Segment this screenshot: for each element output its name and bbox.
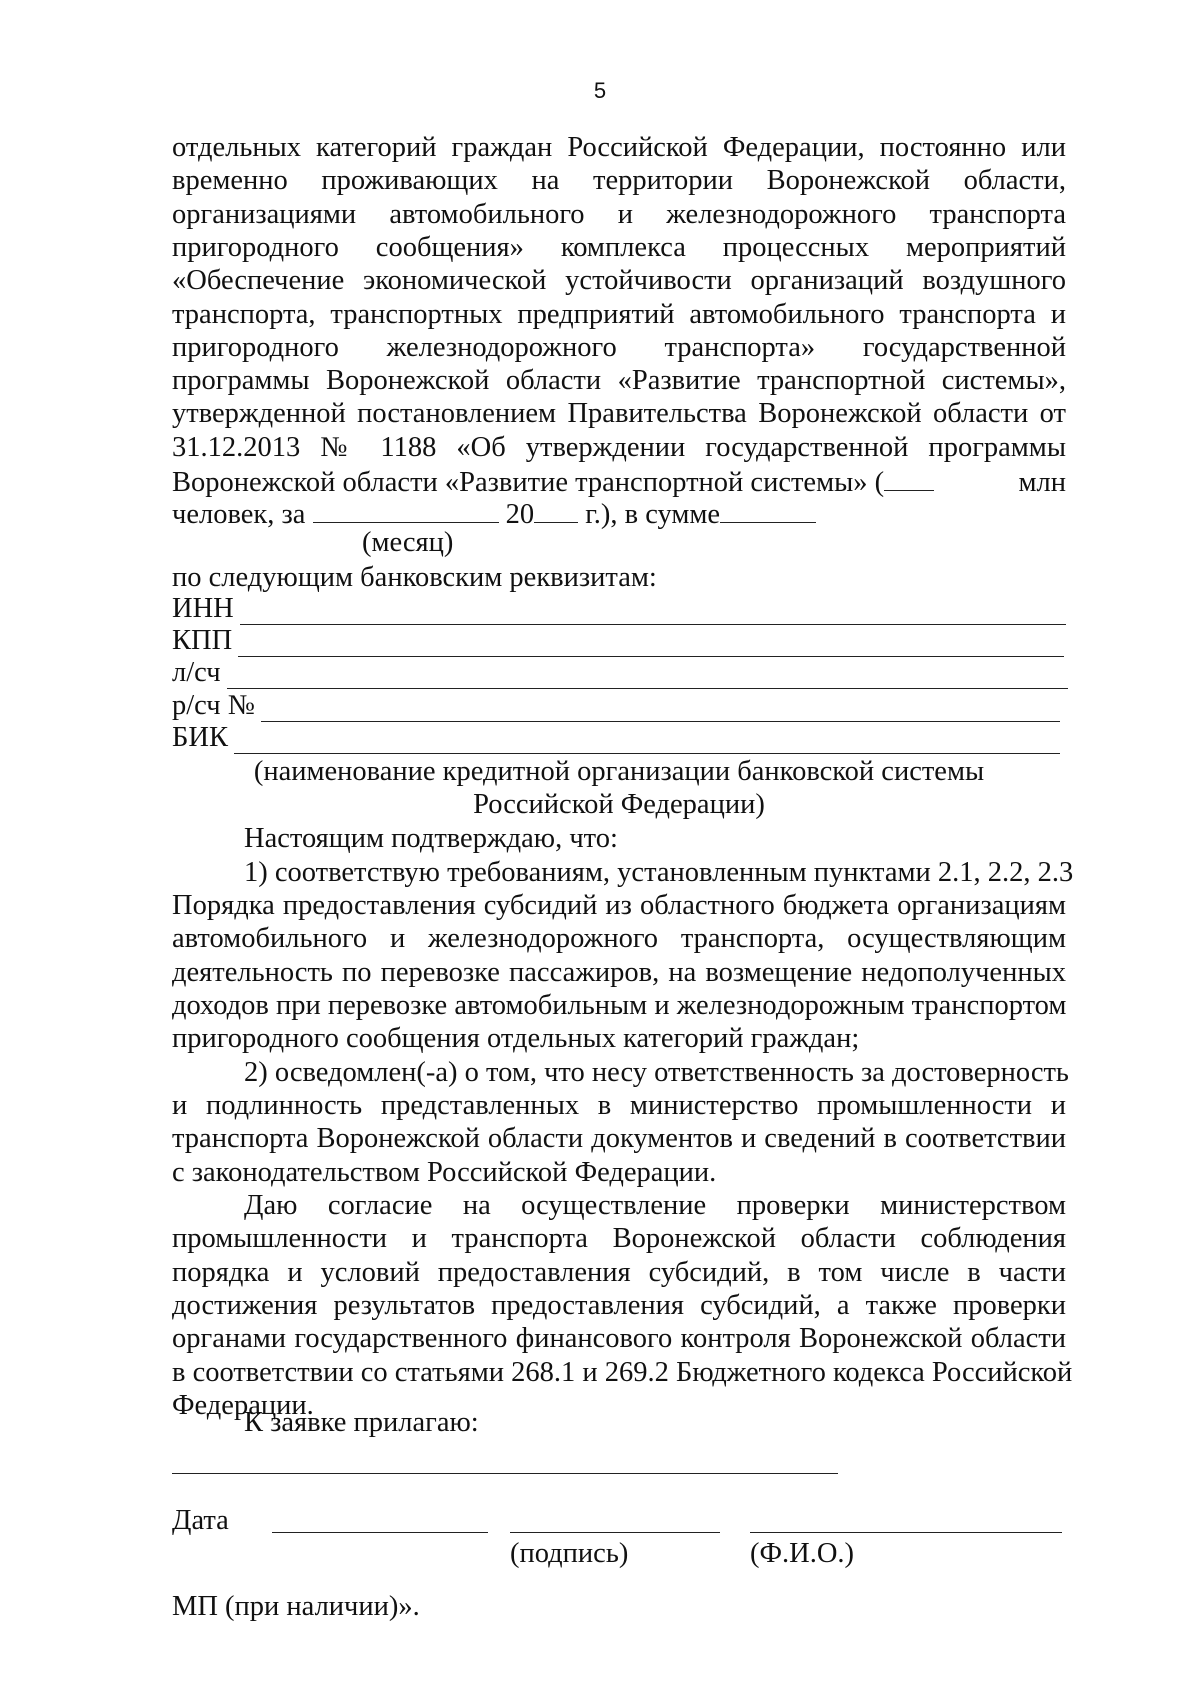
bank-field-blank: [238, 629, 1064, 657]
date-label: Дата: [172, 1505, 229, 1536]
item-1-line: автомобильного и железнодорожного транспорта, осуществляющим: [172, 923, 1066, 955]
bank-field-row: [172, 624, 1064, 657]
bank-field-blank: [240, 597, 1066, 625]
item-1-line: 1) соответствую требованиям, установленным пунктами 2.1, 2.2, 2.3: [244, 857, 1074, 888]
stamp-note: МП (при наличии)».: [172, 1591, 420, 1622]
bank-intro: по следующим банковским реквизитам:: [172, 562, 657, 593]
bank-caption-2: Российской Федерации): [473, 789, 765, 820]
month-blank: [313, 496, 499, 523]
item-2-line: и подлинность представленных в министерство промышленности и: [172, 1090, 1066, 1122]
text-line-1: отдельных категорий граждан Российской Федерации, постоянно или: [172, 132, 1066, 163]
signature-caption: (подпись): [510, 1538, 629, 1569]
bank-caption-1: (наименование кредитной организации банковской системы: [253, 756, 985, 787]
consent-line: порядка и условий предоставления субсидий, в том числе в части: [172, 1256, 1066, 1288]
item-1-line: доходов при перевозке автомобильным и железнодорожным транспортом: [172, 989, 1067, 1021]
consent-line: в соответствии со статьями 268.1 и 269.2 Бюджетного кодекса Российской: [172, 1356, 1073, 1388]
item-1-line: пригородного сообщения отдельных категорий граждан;: [172, 1023, 860, 1054]
text-line-2: временно проживающих на территории Воронежской области,: [172, 165, 1066, 197]
text-line-3: организациями автомобильного и железнодорожного транспорта: [172, 198, 1066, 230]
page-number: 5: [593, 78, 607, 103]
year-blank: [534, 496, 578, 523]
bank-field-blank: [227, 661, 1068, 689]
bank-field-label: р/сч №: [172, 690, 255, 721]
text-line-5: «Обеспечение экономической устойчивости организаций воздушного: [172, 265, 1066, 297]
fio-line: [750, 1532, 1062, 1533]
text-line-12: человек, за 20 г.), в сумме: [172, 496, 1066, 529]
bank-field-row: [172, 689, 1060, 722]
bank-field-blank: [261, 694, 1060, 722]
bank-field-label: БИК: [172, 722, 228, 753]
text-line-7: пригородного железнодорожного транспорта» государственной: [172, 331, 1066, 363]
bank-field-row: [172, 592, 1066, 625]
item-1-line: деятельность по перевозке пассажиров, на возмещение недополученных: [172, 956, 1066, 988]
consent-line: достижения результатов предоставления субсидий, а также проверки: [172, 1289, 1066, 1321]
text-line-4: пригородного сообщения» комплекса процессных мероприятий: [172, 231, 1066, 263]
attachment-line: [172, 1473, 838, 1474]
consent-line: Федерации.: [172, 1389, 314, 1421]
consent-line: органами государственного финансового контроля Воронежской области: [172, 1323, 1066, 1355]
bank-field-label: КПП: [172, 625, 233, 656]
text-line-6: транспорта, транспортных предприятий автомобильного транспорта и: [172, 298, 1066, 330]
attach-label: К заявке прилагаю:: [244, 1407, 479, 1438]
text-line-10: 31.12.2013 № 1188 «Об утверждении государственной программы: [172, 431, 1066, 463]
fio-caption: (Ф.И.О.): [750, 1538, 855, 1569]
item-2-line: транспорта Воронежской области документов и сведений в соответствии: [172, 1123, 1066, 1155]
consent-line: Даю согласие на осуществление проверки министерством: [244, 1190, 1066, 1221]
text-line-9: утвержденной постановлением Правительства Воронежской области от: [172, 398, 1066, 430]
sum-blank: [720, 496, 816, 523]
confirm-intro: Настоящим подтверждаю, что:: [244, 823, 618, 854]
item-2-line: 2) осведомлен(-а) о том, что несу ответственность за достоверность: [244, 1057, 1069, 1088]
bank-field-blank: [234, 726, 1060, 754]
date-line: [272, 1532, 488, 1533]
item-1-line: Порядка предоставления субсидий из областного бюджета организациям: [172, 890, 1066, 922]
text-line-8: программы Воронежской области «Развитие транспортной системы»,: [172, 365, 1066, 397]
consent-line: промышленности и транспорта Воронежской области соблюдения: [172, 1223, 1066, 1255]
item-2-line: с законодательством Российской Федерации.: [172, 1156, 717, 1188]
text-line-11: Воронежской области «Развитие транспортной системы» ( млн: [172, 464, 1066, 497]
bank-field-row: [172, 656, 1068, 689]
signature-line: [510, 1532, 720, 1533]
bank-field-label: ИНН: [172, 593, 234, 624]
month-caption: (месяц): [362, 527, 454, 558]
bank-field-row: [172, 721, 1060, 754]
bank-field-label: л/сч: [172, 657, 221, 688]
